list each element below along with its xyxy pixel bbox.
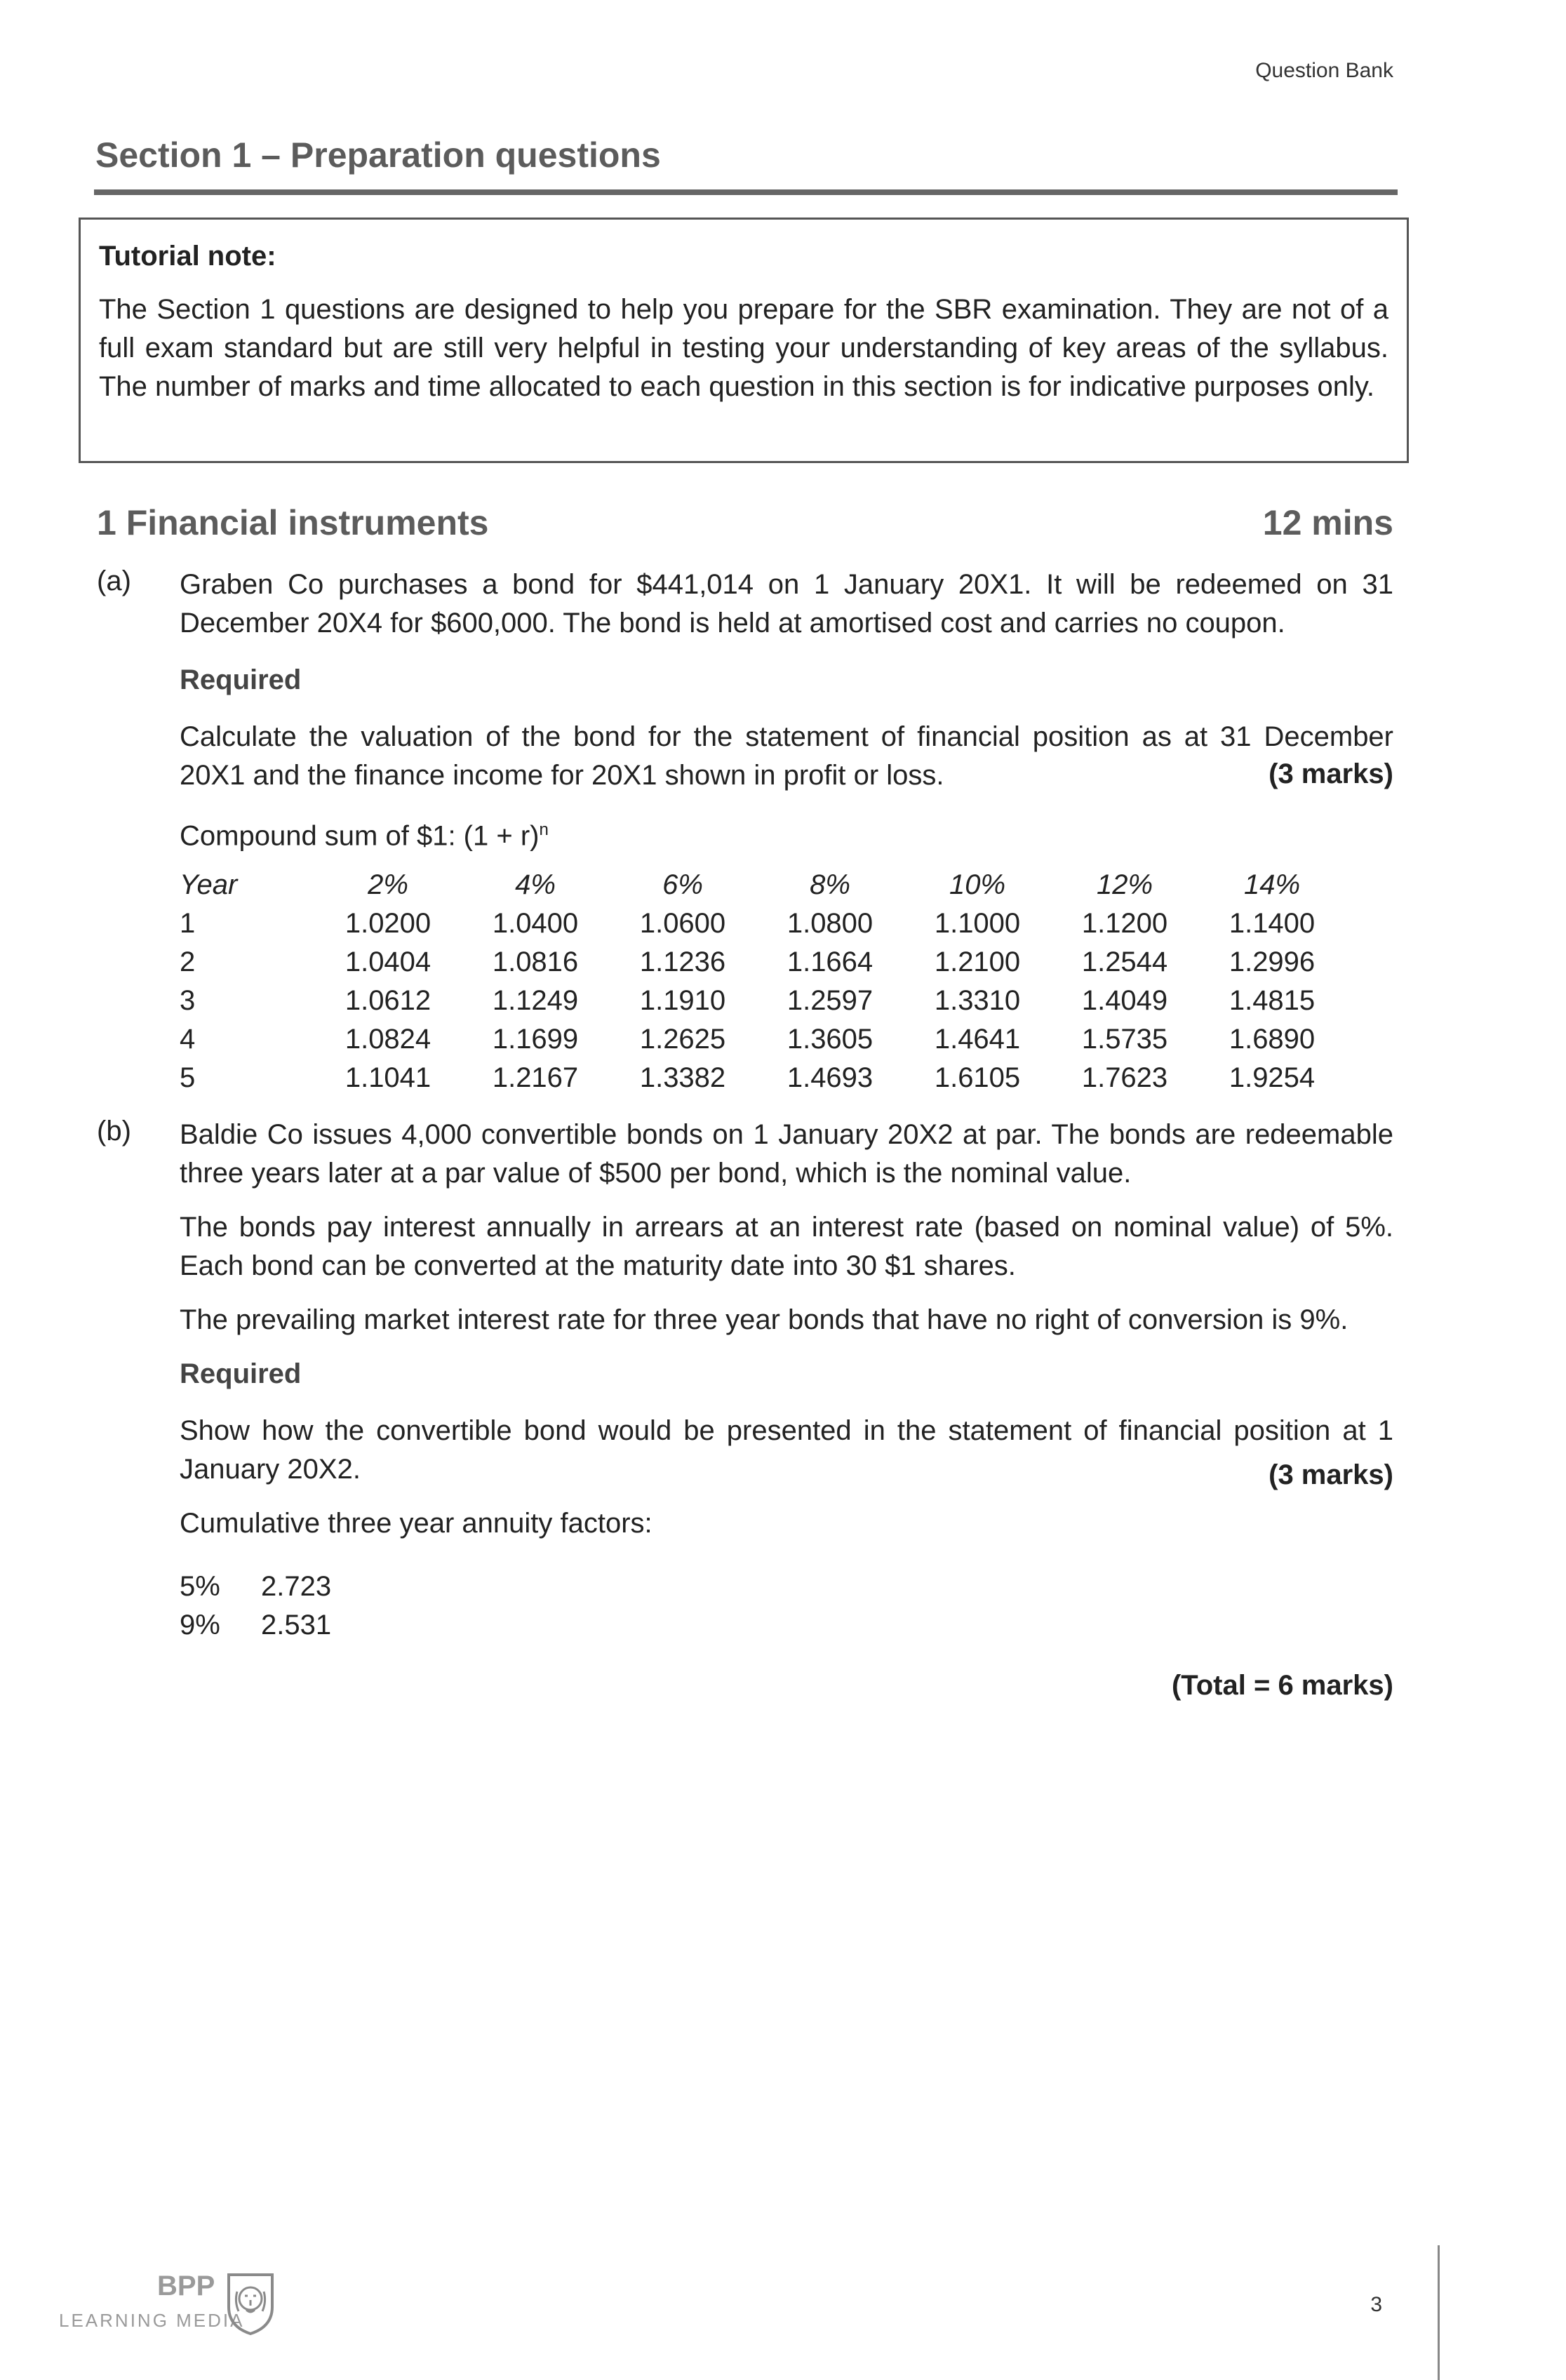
compound-sum-caption-text: Compound sum of $1: (1 + r) <box>180 820 540 852</box>
table-cell: 1.2167 <box>492 1062 579 1093</box>
table-cell: 1.0200 <box>344 908 431 939</box>
table-cell: 1.1249 <box>492 985 579 1016</box>
table-cell: 1.1664 <box>787 947 874 977</box>
compound-sum-table <box>180 866 1346 1097</box>
table-cell: 1.1041 <box>344 1062 431 1093</box>
annuity-factor: 2.531 <box>261 1610 332 1640</box>
question-heading <box>97 502 1393 543</box>
table-header-cell: 2% <box>368 869 408 900</box>
table-cell: 1.4049 <box>1081 985 1168 1016</box>
table-cell: 1.2625 <box>639 1024 726 1055</box>
table-cell: 1.1910 <box>639 985 726 1016</box>
compound-sum-exponent: n <box>539 820 549 839</box>
tutorial-text: The Section 1 questions are designed to help you prepare for the SBR examination. They are not of a full exam standard but are still very helpful in testing your understanding of key areas of the syllabus. The number of marks and time allocated to each question in this section is for indicative purposes only. <box>99 294 1388 402</box>
table-cell: 1.0816 <box>492 947 579 977</box>
table-cell: 1.2996 <box>1229 947 1316 977</box>
table-cell: 1.2544 <box>1081 947 1168 977</box>
compound-sum-caption <box>180 810 1393 855</box>
table-row <box>180 1059 1346 1097</box>
table-cell: 1.0600 <box>639 908 726 939</box>
part-b-required-label: Required <box>180 1358 302 1389</box>
part-a-label: (a) <box>97 566 131 596</box>
question-time: 12 mins <box>1262 503 1393 542</box>
section-title: Section 1 – Preparation questions <box>95 135 661 175</box>
total-marks: (Total = 6 marks) <box>1171 1670 1393 1701</box>
part-b-content <box>180 1116 1393 1543</box>
table-cell: 1.3605 <box>787 1024 874 1055</box>
table-header-cell: 12% <box>1096 869 1153 900</box>
table-header-cell: 10% <box>949 869 1006 900</box>
table-cell: 1 <box>180 908 196 939</box>
annuity-rate: 9% <box>180 1610 220 1640</box>
table-cell: 1.3382 <box>639 1062 726 1093</box>
table-row <box>180 1567 331 1606</box>
part-b-required-text: Show how the convertible bond would be presented in the statement of financial position at 1 January 20X2. <box>180 1415 1393 1485</box>
table-row <box>180 1606 331 1645</box>
part-a-text: Graben Co purchases a bond for $441,014 on 1 January 20X1. It will be redeemed on 31 December 20X4 for $600,000. The bond is held at amortised cost and carries no coupon. <box>180 569 1393 639</box>
table-cell: 1.4641 <box>934 1024 1021 1055</box>
part-b-marks: (3 marks) <box>1269 1459 1393 1490</box>
tutorial-note-box <box>79 218 1409 463</box>
tutorial-heading: Tutorial note: <box>99 241 276 272</box>
part-b-label: (b) <box>97 1116 131 1146</box>
lion-shield-icon <box>225 2271 276 2336</box>
table-cell: 1.2597 <box>787 985 874 1016</box>
table-cell: 1.4693 <box>787 1062 874 1093</box>
part-b-para-1: Baldie Co issues 4,000 convertible bonds on 1 January 20X2 at par. The bonds are redeemable three years later at a par value of $500 per bond, which is the nominal value. <box>180 1119 1393 1189</box>
table-cell: 1.1236 <box>639 947 726 977</box>
logo-subtitle: LEARNING MEDIA <box>59 2310 245 2331</box>
table-header-cell: Year <box>180 869 238 900</box>
table-header-cell: 6% <box>662 869 703 900</box>
logo-name: BPP <box>157 2271 215 2301</box>
table-header-cell: 14% <box>1243 869 1301 900</box>
part-a-content <box>180 566 1393 855</box>
table-cell: 1.7623 <box>1081 1062 1168 1093</box>
publisher-logo <box>59 2271 283 2341</box>
scan-edge-line <box>1438 2245 1440 2380</box>
table-header-cell: 8% <box>810 869 850 900</box>
section-rule <box>94 189 1398 195</box>
table-cell: 1.6105 <box>934 1062 1021 1093</box>
table-row <box>180 982 1346 1020</box>
table-cell: 4 <box>180 1024 196 1055</box>
annuity-caption: Cumulative three year annuity factors: <box>180 1508 652 1539</box>
table-cell: 1.3310 <box>934 985 1021 1016</box>
part-b-para-3: The prevailing market interest rate for three year bonds that have no right of conversion is 9%. <box>180 1304 1348 1335</box>
table-cell: 1.1000 <box>934 908 1021 939</box>
part-a-required-text: Calculate the valuation of the bond for the statement of financial position as at 31 December 20X1 and the finance income for 20X1 shown in profit or loss. <box>180 721 1393 791</box>
table-cell: 1.5735 <box>1081 1024 1168 1055</box>
part-a-required-label: Required <box>180 664 302 695</box>
table-cell: 1.9254 <box>1229 1062 1316 1093</box>
table-row <box>180 943 1346 982</box>
annuity-factor: 2.723 <box>261 1571 332 1602</box>
table-cell: 1.1699 <box>492 1024 579 1055</box>
table-cell: 1.0824 <box>344 1024 431 1055</box>
question-title: 1 Financial instruments <box>97 503 489 542</box>
table-cell: 1.0400 <box>492 908 579 939</box>
table-cell: 2 <box>180 947 196 977</box>
table-row <box>180 1020 1346 1059</box>
table-cell: 1.2100 <box>934 947 1021 977</box>
part-a-marks: (3 marks) <box>1269 758 1393 789</box>
table-header-row <box>180 866 1346 904</box>
table-row <box>180 904 1346 943</box>
table-cell: 1.1200 <box>1081 908 1168 939</box>
part-b-para-2: The bonds pay interest annually in arrears at an interest rate (based on nominal value) of 5%. Each bond can be converted at the maturity date into 30 $1 shares. <box>180 1212 1393 1281</box>
page-number: 3 <box>1370 2293 1382 2316</box>
annuity-factor-table <box>180 1567 331 1645</box>
table-cell: 5 <box>180 1062 196 1093</box>
table-cell: 1.1400 <box>1229 908 1316 939</box>
running-head: Question Bank <box>1255 59 1393 82</box>
table-cell: 1.4815 <box>1229 985 1316 1016</box>
annuity-rate: 5% <box>180 1571 220 1602</box>
table-cell: 1.6890 <box>1229 1024 1316 1055</box>
table-header-cell: 4% <box>515 869 556 900</box>
table-cell: 1.0800 <box>787 908 874 939</box>
table-cell: 1.0612 <box>344 985 431 1016</box>
table-cell: 3 <box>180 985 196 1016</box>
table-cell: 1.0404 <box>344 947 431 977</box>
